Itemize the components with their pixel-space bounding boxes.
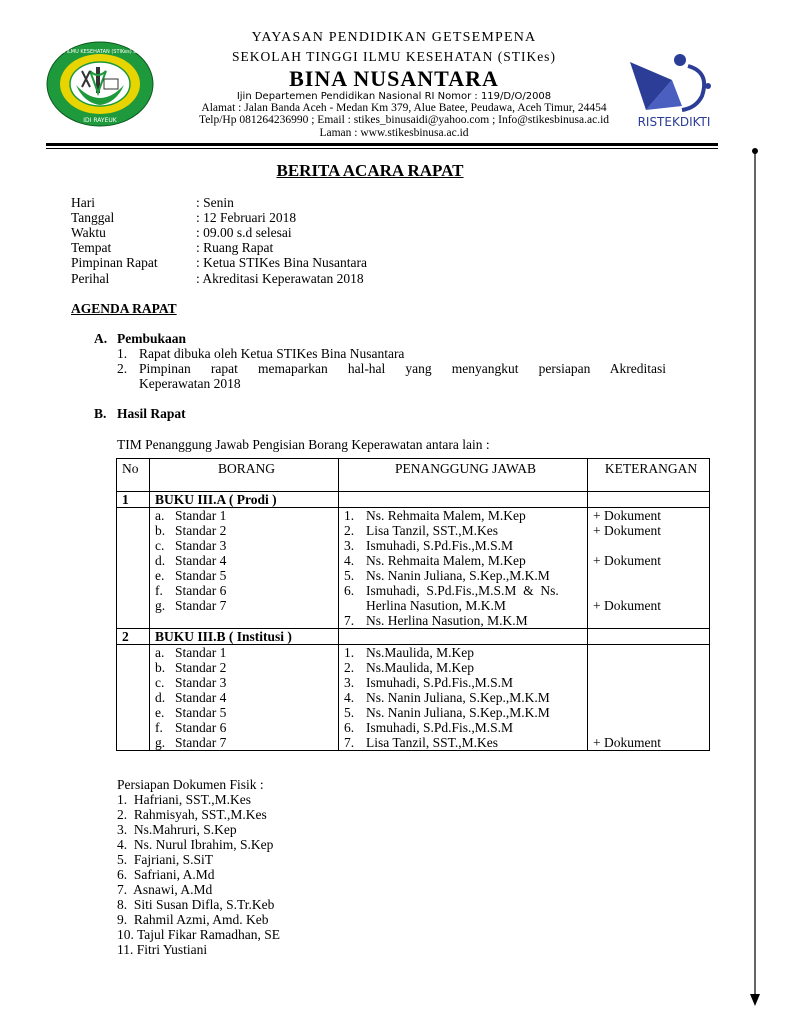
table-row [117,508,710,629]
school-title: BINA NUSANTARA [289,66,499,91]
table-row [117,629,710,645]
info-label: Perihal [71,271,110,286]
info-value: : Ruang Rapat [196,240,274,255]
section-a-marker: A. [94,331,108,346]
section-title: BUKU III.B ( Institusi ) [150,629,339,645]
section-a-item-number: 1. [117,346,128,361]
ristekdikti-text: RISTEKDIKTI [637,115,711,129]
agenda-heading: AGENDA RAPAT [71,301,177,316]
table-header-row [117,459,710,492]
seal-motto: IDI RAYEUK [83,117,117,124]
pj-list: 1. Ns. Rehmaita Malem, M.Kep 2. Lisa Tanzil, SST.,M.Kes 3. Ismuhadi, S.Pd.Fis.,M.S.M 4. Ns. Rehmaita Malem, M.Kep 5. Ns. Nanin Juliana, S.Kep.,M.K.M 6. Ismuhadi, S.Pd.Fis.,M.S.M & Ns. Herlina Nasution, M.K.M 7. Ns. Herlina Nasution, M.K.M [339,508,588,629]
pj-list: 1. Ns.Maulida, M.Kep 2. Ns.Maulida, M.Kep 3. Ismuhadi, S.Pd.Fis.,M.S.M 4. Ns. Nanin Juliana, S.Kep.,M.K.M 5. Ns. Nanin Juliana, S.Kep.,M.K.M 6. Ismuhadi, S.Pd.Fis.,M.S.M 7. Lisa Tanzil, SST.,M.Kes [339,645,588,751]
section-b-marker: B. [94,406,107,421]
list-item: 1. Hafriani, SST.,M.Kes [117,792,251,807]
school-name: SEKOLAH TINGGI ILMU KESEHATAN (STIKes) [232,49,556,64]
fisik-heading: Persiapan Dokumen Fisik : [117,777,264,792]
standards-list: a. Standar 1 b. Standar 2 c. Standar 3 d. Standar 4 e. Standar 5 f. Standar 6 g. Standar 7 [150,645,339,751]
list-item: 4. Ns. Nurul Ibrahim, S.Kep [117,837,274,852]
info-label: Tempat [71,240,112,255]
list-item: 11. Fitri Yustiani [117,942,208,957]
address-line: Alamat : Jalan Banda Aceh - Medan Km 379, Alue Batee, Peudawa, Aceh Timur, 24454 [201,102,607,114]
section-title: BUKU III.A ( Prodi ) [150,492,339,508]
table-row [117,492,710,508]
margin-arrow-icon [748,144,762,1014]
info-value: : 12 Februari 2018 [196,210,297,225]
contact-line: Telp/Hp 081264236990 ; Email : stikes_binusaidi@yahoo.com ; Info@stikesbinusa.ac.id [198,114,610,126]
list-item: 10. Tajul Fikar Ramadhan, SE [117,927,281,942]
borang-table [116,458,710,751]
document-title: BERITA ACARA RAPAT [276,161,464,180]
ket-list: + Dokument + Dokument + Dokument + Dokument [588,508,710,629]
header-rule-thin [46,148,718,149]
list-item: 9. Rahmil Azmi, Amd. Keb [117,912,269,927]
license-line: Ijin Departemen Pendidikan Nasional RI Nomor : 119/D/O/2008 [236,91,552,102]
section-a-item-text: Rapat dibuka oleh Ketua STIKes Bina Nusantara [139,346,405,361]
info-label: Tanggal [71,210,115,225]
section-no: 1 [117,492,150,508]
col-header-keterangan: KETERANGAN [588,459,710,492]
website-line: Laman : www.stikesbinusa.ac.id [319,127,469,139]
table-row [117,645,710,751]
section-b-title: Hasil Rapat [117,406,186,421]
list-item: 7. Asnawi, A.Md [117,882,213,897]
list-item: 8. Siti Susan Difla, S.Tr.Keb [117,897,275,912]
seal-text: SEKOLAH TINGGI ILMU KESEHATAN (STIKes) BINA NUSANTARA [22,49,178,55]
section-no: 2 [117,629,150,645]
info-value: : Ketua STIKes Bina Nusantara [196,255,367,270]
list-item: 6. Safriani, A.Md [117,867,215,882]
section-a-item-number: 2. [117,361,128,376]
info-value: : Akreditasi Keperawatan 2018 [196,271,364,286]
col-header-no: No [117,459,150,492]
col-header-penanggung-jawab: PENANGGUNG JAWAB [339,459,588,492]
info-label: Pimpinan Rapat [71,255,158,270]
info-value: : Senin [196,195,234,210]
section-a-item-text-cont: Keperawatan 2018 [139,376,241,391]
section-b-intro: TIM Penanggung Jawab Pengisian Borang Keperawatan antara lain : [117,437,490,452]
col-header-borang: BORANG [150,459,339,492]
list-item: 3. Ns.Mahruri, S.Kep [117,822,237,837]
list-item: 5. Fajriani, S.SiT [117,852,214,867]
header-rule-thick [46,143,718,146]
info-value: : 09.00 s.d selesai [196,225,292,240]
list-item: 2. Rahmisyah, SST.,M.Kes [117,807,267,822]
info-label: Waktu [71,225,106,240]
section-a-title: Pembukaan [117,331,187,346]
standards-list: a. Standar 1 b. Standar 2 c. Standar 3 d. Standar 4 e. Standar 5 f. Standar 6 g. Standar 7 [150,508,339,629]
section-a-item-text: Pimpinan rapat memaparkan hal-hal yang menyangkut persiapan Akreditasi [139,361,666,376]
info-label: Hari [71,195,95,210]
ket-list: + Dokument [588,645,710,751]
foundation-name: YAYASAN PENDIDIKAN GETSEMPENA [251,30,537,45]
